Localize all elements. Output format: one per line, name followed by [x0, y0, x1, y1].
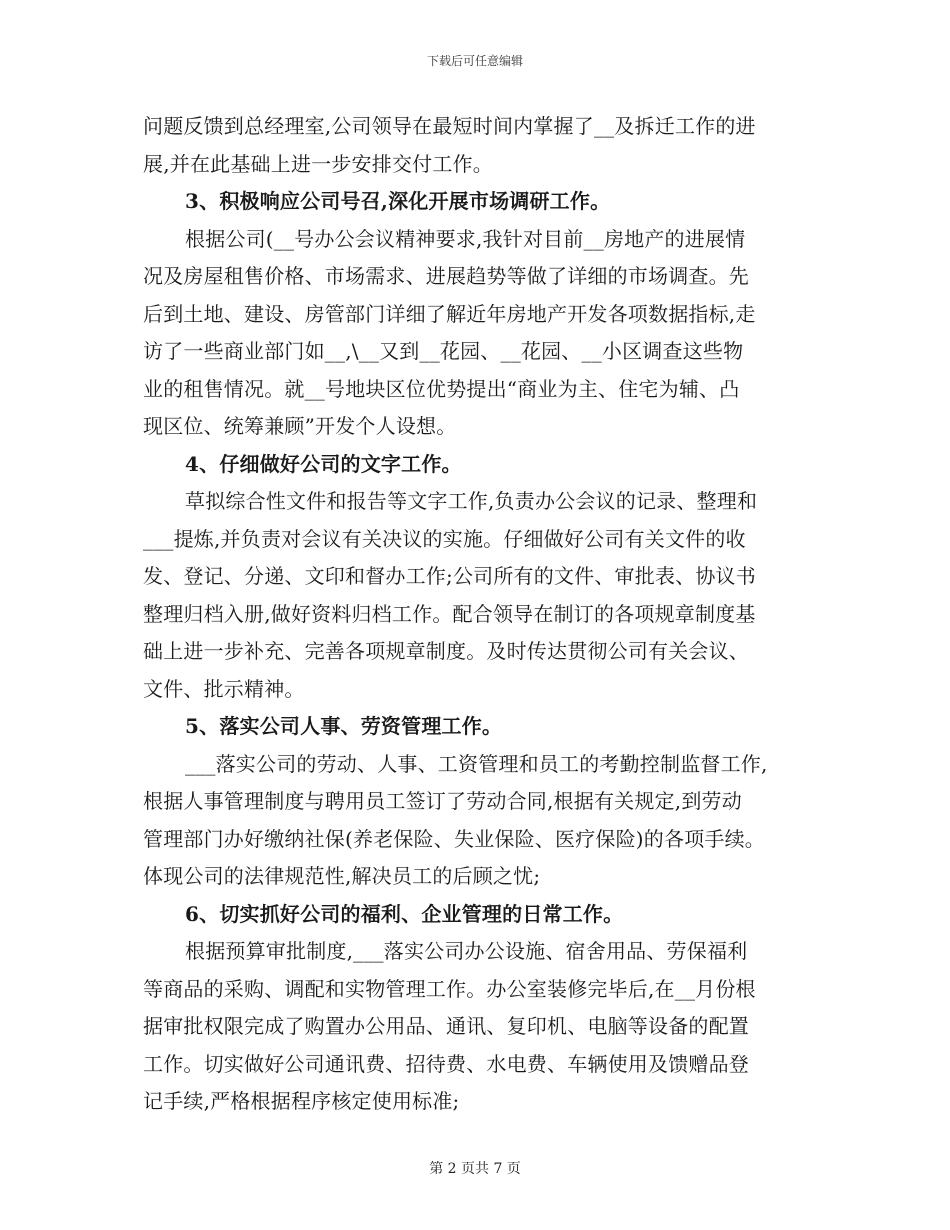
paragraph-line: 整理归档入册,做好资料归档工作。配合领导在制订的各项规章制度基 [143, 601, 756, 626]
paragraph-line: 发、登记、分递、文印和督办工作;公司所有的文件、审批表、协议书 [143, 564, 756, 588]
section-heading: 6、切实抓好公司的福利、企业管理的日常工作。 [185, 901, 624, 926]
paragraph-line: 工作。切实做好公司通讯费、招待费、水电费、车辆使用及馈赠品登 [143, 1051, 749, 1076]
paragraph-line: 体现公司的法律规范性,解决员工的后顾之忧; [143, 864, 541, 888]
paragraph-line: ___提炼,并负责对会议有关决议的实施。仔细做好公司有关文件的收 [143, 526, 746, 551]
paragraph-line: 草拟综合性文件和报告等文字工作,负责办公会议的记录、整理和 [185, 489, 758, 513]
section-heading: 3、积极响应公司号召,深化开展市场调研工作。 [185, 189, 611, 213]
paragraph-line: ___落实公司的劳动、人事、工资管理和员工的考勤控制监督工作, [185, 751, 768, 776]
paragraph-line: 根据预算审批制度,___落实公司办公设施、宿舍用品、劳保福利 [185, 939, 748, 963]
paragraph-line: 现区位、统筹兼顾”开发个人设想。 [143, 414, 457, 438]
document-body [143, 108, 813, 1121]
paragraph-line: 根据人事管理制度与聘用员工签订了劳动合同,根据有关规定,到劳动 [143, 789, 742, 813]
page-footer: 第 2 页共 7 页 [429, 1161, 521, 1177]
paragraph-line: 据审批权限完成了购置办公用品、通讯、复印机、电脑等设备的配置 [143, 1014, 749, 1038]
paragraph-line: 后到土地、建设、房管部门详细了解近年房地产开发各项数据指标,走 [143, 301, 756, 326]
paragraph-line: 问题反馈到总经理室,公司领导在最短时间内掌握了__及拆迁工作的进 [143, 114, 756, 138]
paragraph-line: 况及房屋租售价格、市场需求、进展趋势等做了详细的市场调查。先 [143, 264, 749, 288]
section-heading: 4、仔细做好公司的文字工作。 [185, 451, 462, 476]
paragraph-line: 等商品的采购、调配和实物管理工作。办公室装修完毕后,在__月份根 [143, 976, 756, 1001]
page-header: 下载后可任意编辑 [426, 54, 523, 68]
section-heading: 5、落实公司人事、劳资管理工作。 [185, 714, 503, 738]
paragraph-line: 根据公司(__号办公会议精神要求,我针对目前__房地产的进展情 [185, 226, 746, 251]
paragraph-line: 展,并在此基础上进一步安排交付工作。 [143, 151, 493, 176]
paragraph-line: 业的租售情况。就__号地块区位优势提出“商业为主、住宅为辅、凸 [143, 376, 740, 401]
paragraph-line: 础上进一步补充、完善各项规章制度。及时传达贯彻公司有关会议、 [143, 639, 749, 663]
paragraph-line: 记手续,严格根据程序核定使用标准; [143, 1089, 460, 1113]
paragraph-line: 访了一些商业部门如__,\__又到__花园、__花园、__小区调查这些物 [143, 339, 744, 363]
paragraph-line: 文件、批示精神。 [143, 676, 305, 701]
paragraph-line: 管理部门办好缴纳社保(养老保险、失业保险、医疗保险)的各项手续。 [143, 826, 766, 851]
